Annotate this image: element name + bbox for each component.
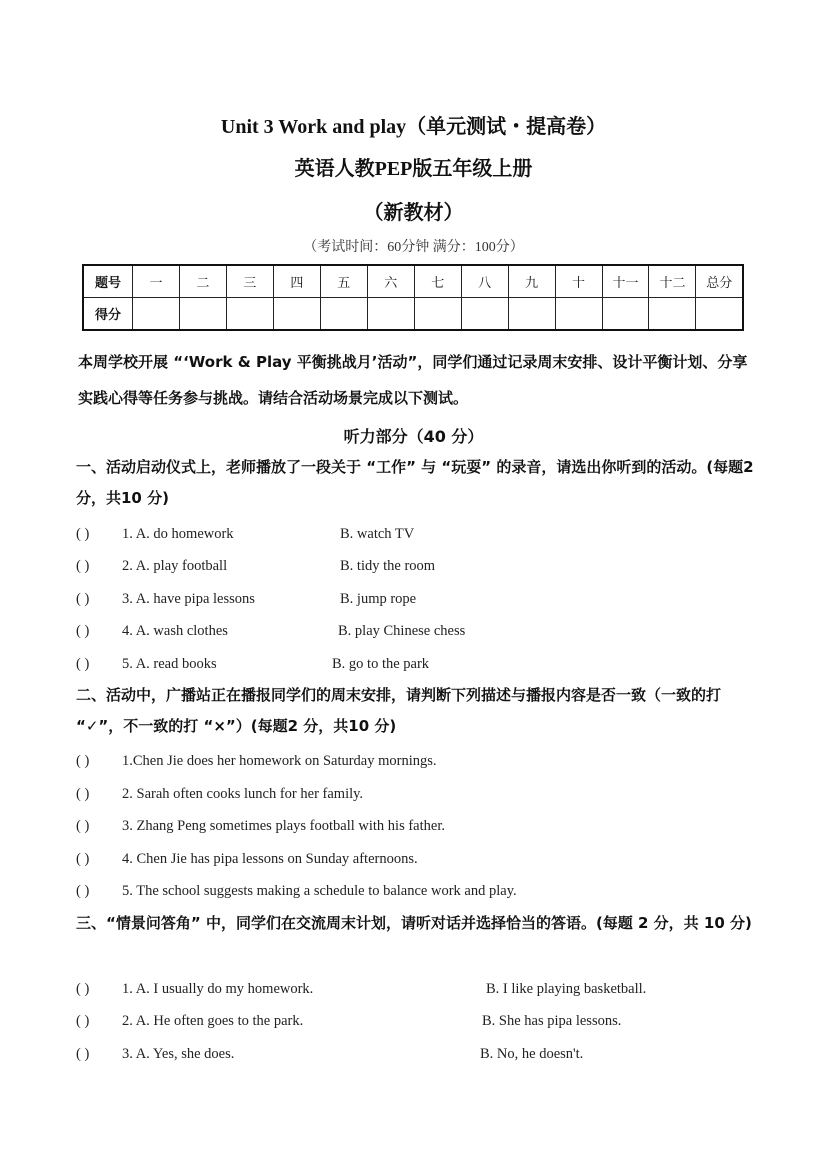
score-input-cell[interactable]	[367, 298, 414, 331]
score-cell: 十一	[602, 265, 649, 298]
option-b: B. play Chinese chess	[338, 623, 466, 639]
option-a: 5. A. read books	[122, 656, 217, 672]
statement: 5. The school suggests making a schedule to balance work and play.	[122, 883, 517, 899]
score-table-score-row	[83, 298, 743, 331]
score-input-cell[interactable]	[461, 298, 508, 331]
answer-blank[interactable]: ( )	[76, 981, 90, 997]
answer-blank[interactable]: ( )	[76, 526, 90, 542]
answer-blank[interactable]: ( )	[76, 1046, 90, 1062]
score-input-cell[interactable]	[696, 298, 743, 331]
statement: 1.Chen Jie does her homework on Saturday mornings.	[122, 753, 437, 769]
section-2-heading: 二、活动中，广播站正在播报同学们的周末安排，请判断下列描述与播报内容是否一致（一致的打 “✓”，不一致的打 “×”）(每题2 分，共10 分)	[76, 686, 722, 735]
score-cell: 九	[508, 265, 555, 298]
score-cell: 十	[555, 265, 602, 298]
option-b: B. She has pipa lessons.	[482, 1013, 622, 1029]
option-b: B. No, he doesn't.	[480, 1046, 584, 1062]
score-input-cell[interactable]	[555, 298, 602, 331]
score-cell: 二	[179, 265, 226, 298]
section-1-heading: 一、活动启动仪式上，老师播放了一段关于 “工作” 与 “玩耍” 的录音，请选出你听到的活动。(每题2 分，共10 分)	[76, 458, 754, 507]
exam-info: （考试时间：60分钟 满分：100分）	[303, 240, 524, 255]
option-a: 4. A. wash clothes	[122, 623, 228, 639]
score-input-cell[interactable]	[133, 298, 180, 331]
option-b: B. tidy the room	[340, 558, 436, 574]
score-row-label: 得分	[83, 298, 133, 331]
statement: 2. Sarah often cooks lunch for her family.	[122, 786, 364, 802]
score-table	[82, 264, 744, 331]
score-cell: 十二	[649, 265, 696, 298]
option-b: B. go to the park	[332, 656, 430, 672]
title-line-3: （新教材）	[363, 202, 464, 224]
option-b: B. jump rope	[340, 591, 417, 607]
statement: 4. Chen Jie has pipa lessons on Sunday afternoons.	[122, 851, 418, 867]
title-line-1: Unit 3 Work and play（单元测试・提高卷）	[220, 116, 607, 138]
score-input-cell[interactable]	[179, 298, 226, 331]
score-input-cell[interactable]	[414, 298, 461, 331]
answer-blank[interactable]: ( )	[76, 623, 90, 639]
score-cell: 七	[414, 265, 461, 298]
score-cell: 五	[320, 265, 367, 298]
title-line-2: 英语人教PEP版五年级上册	[294, 158, 533, 180]
option-a: 2. A. He often goes to the park.	[122, 1013, 304, 1029]
score-cell: 题号	[83, 265, 133, 298]
option-b: B. I like playing basketball.	[486, 981, 647, 997]
option-b: B. watch TV	[340, 526, 415, 542]
section-3-heading: 三、“情景问答角” 中，同学们在交流周末计划，请听对话并选择恰当的答语。(每题 2 分，共 10 分)	[76, 914, 752, 932]
score-input-cell[interactable]	[649, 298, 696, 331]
answer-blank[interactable]: ( )	[76, 591, 90, 607]
score-cell: 三	[226, 265, 273, 298]
answer-blank[interactable]: ( )	[76, 558, 90, 574]
score-cell: 四	[273, 265, 320, 298]
answer-blank[interactable]: ( )	[76, 851, 90, 867]
answer-blank[interactable]: ( )	[76, 753, 90, 769]
score-input-cell[interactable]	[226, 298, 273, 331]
option-a: 3. A. Yes, she does.	[122, 1046, 235, 1062]
option-a: 1. A. do homework	[122, 526, 234, 542]
score-input-cell[interactable]	[320, 298, 367, 331]
option-a: 3. A. have pipa lessons	[122, 591, 255, 607]
score-cell: 六	[367, 265, 414, 298]
listening-title: 听力部分（40 分）	[343, 427, 484, 446]
answer-blank[interactable]: ( )	[76, 1013, 90, 1029]
answer-blank[interactable]: ( )	[76, 656, 90, 672]
answer-blank[interactable]: ( )	[76, 818, 90, 834]
score-table-header-row	[83, 265, 743, 298]
score-cell: 总分	[696, 265, 743, 298]
statement: 3. Zhang Peng sometimes plays football with his father.	[122, 818, 445, 834]
score-input-cell[interactable]	[508, 298, 555, 331]
score-input-cell[interactable]	[602, 298, 649, 331]
score-cell: 八	[461, 265, 508, 298]
answer-blank[interactable]: ( )	[76, 786, 90, 802]
option-a: 1. A. I usually do my homework.	[122, 981, 314, 997]
option-a: 2. A. play football	[122, 558, 228, 574]
answer-blank[interactable]: ( )	[76, 883, 90, 899]
intro-paragraph: 本周学校开展 “‘Work & Play 平衡挑战月’活动”，同学们通过记录周末安排、设计平衡计划、分享实践心得等任务参与挑战。请结合活动场景完成以下测试。	[78, 353, 748, 407]
score-input-cell[interactable]	[273, 298, 320, 331]
score-cell: 一	[133, 265, 180, 298]
